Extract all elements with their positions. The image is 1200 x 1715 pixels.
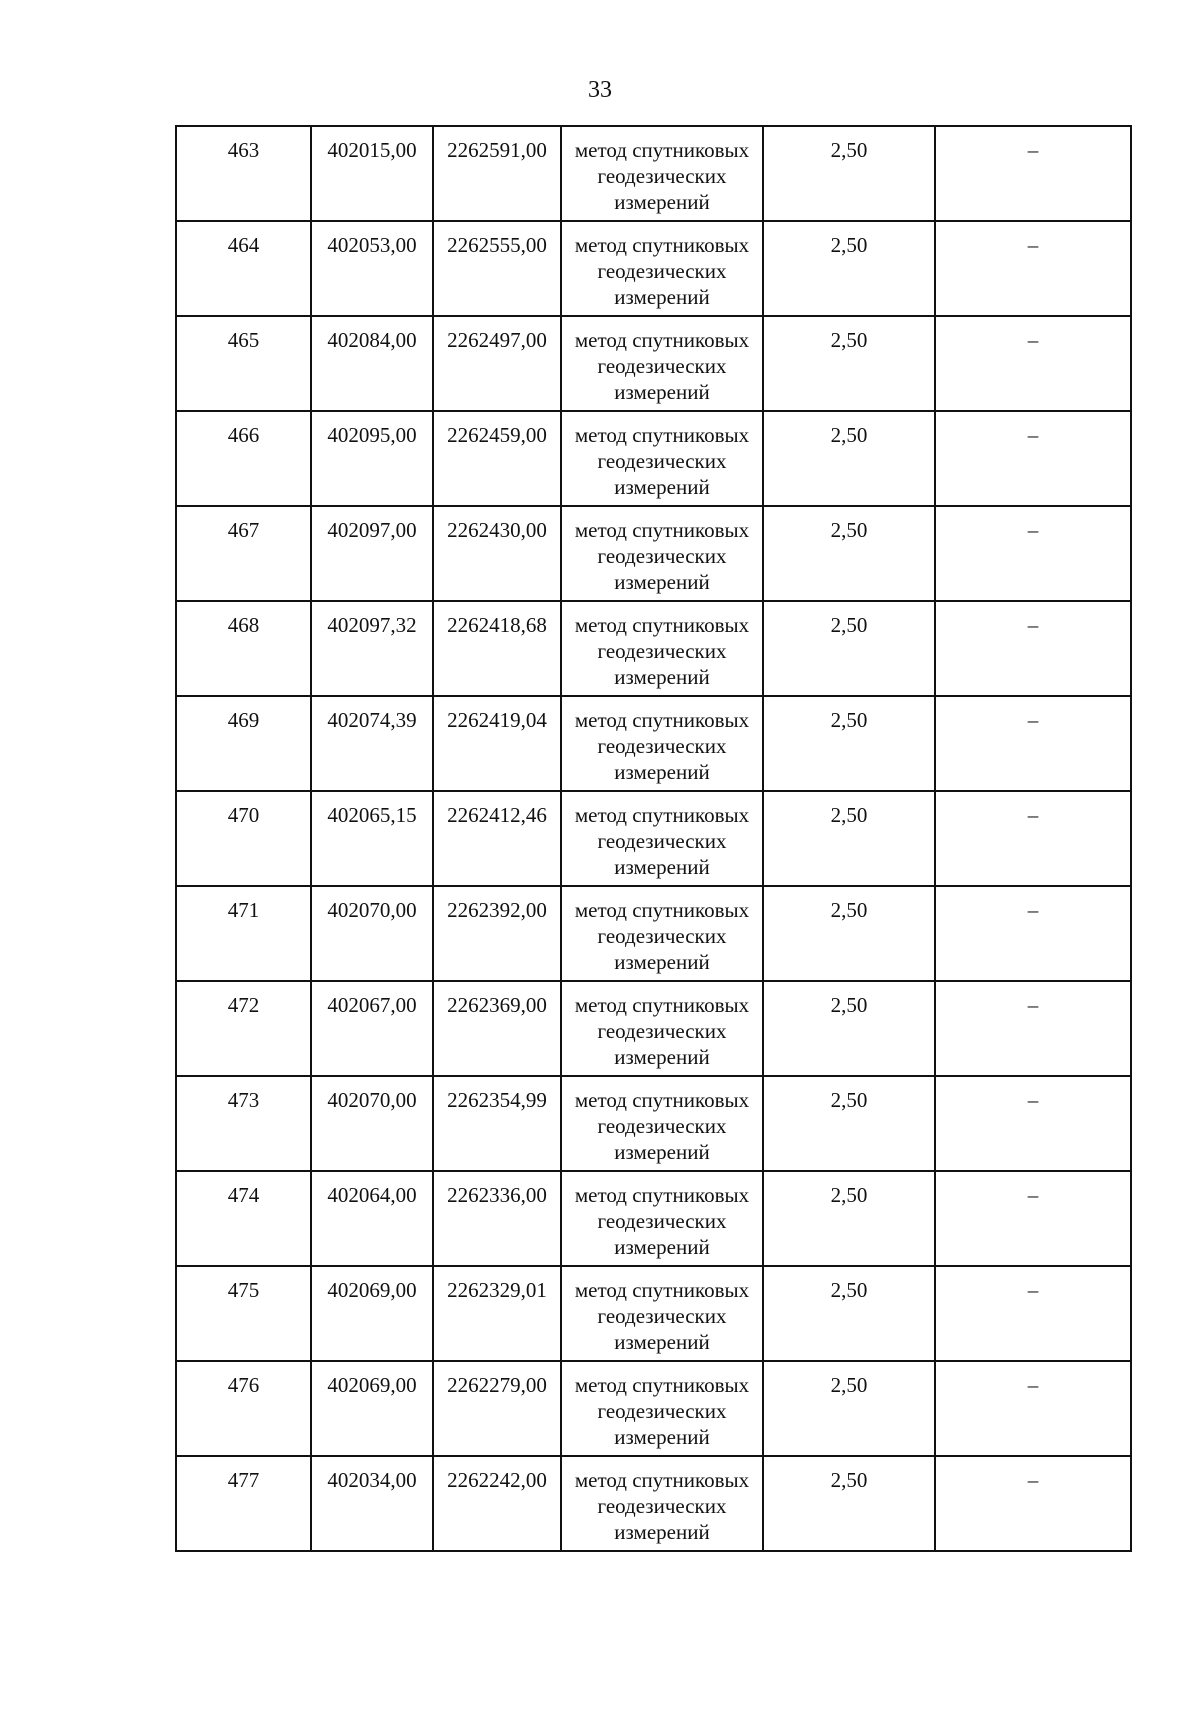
method-cell: метод спутниковых геодезических измерений: [561, 1361, 763, 1456]
note-cell: –: [935, 981, 1131, 1076]
method-cell: метод спутниковых геодезических измерений: [561, 981, 763, 1076]
table-row: [176, 981, 1131, 1076]
point-number-cell: 463: [176, 126, 311, 221]
table-row: [176, 1076, 1131, 1171]
point-number-cell: 471: [176, 886, 311, 981]
y-coordinate-cell: 2262591,00: [433, 126, 561, 221]
table-row: [176, 221, 1131, 316]
note-cell: –: [935, 1266, 1131, 1361]
method-cell: метод спутниковых геодезических измерений: [561, 696, 763, 791]
note-cell: –: [935, 316, 1131, 411]
note-cell: –: [935, 506, 1131, 601]
point-number-cell: 468: [176, 601, 311, 696]
accuracy-cell: 2,50: [763, 696, 935, 791]
point-number-cell: 469: [176, 696, 311, 791]
y-coordinate-cell: 2262392,00: [433, 886, 561, 981]
point-number-cell: 474: [176, 1171, 311, 1266]
method-cell: метод спутниковых геодезических измерений: [561, 1456, 763, 1551]
table-row: [176, 316, 1131, 411]
y-coordinate-cell: 2262497,00: [433, 316, 561, 411]
note-cell: –: [935, 411, 1131, 506]
point-number-cell: 467: [176, 506, 311, 601]
method-cell: метод спутниковых геодезических измерений: [561, 411, 763, 506]
table-row: [176, 601, 1131, 696]
y-coordinate-cell: 2262354,99: [433, 1076, 561, 1171]
accuracy-cell: 2,50: [763, 316, 935, 411]
x-coordinate-cell: 402015,00: [311, 126, 433, 221]
method-cell: метод спутниковых геодезических измерений: [561, 1266, 763, 1361]
y-coordinate-cell: 2262459,00: [433, 411, 561, 506]
y-coordinate-cell: 2262369,00: [433, 981, 561, 1076]
note-cell: –: [935, 221, 1131, 316]
note-cell: –: [935, 791, 1131, 886]
y-coordinate-cell: 2262555,00: [433, 221, 561, 316]
accuracy-cell: 2,50: [763, 1361, 935, 1456]
y-coordinate-cell: 2262412,46: [433, 791, 561, 886]
table-row: [176, 1361, 1131, 1456]
accuracy-cell: 2,50: [763, 506, 935, 601]
x-coordinate-cell: 402053,00: [311, 221, 433, 316]
x-coordinate-cell: 402069,00: [311, 1266, 433, 1361]
note-cell: –: [935, 1456, 1131, 1551]
y-coordinate-cell: 2262430,00: [433, 506, 561, 601]
y-coordinate-cell: 2262242,00: [433, 1456, 561, 1551]
note-cell: –: [935, 126, 1131, 221]
accuracy-cell: 2,50: [763, 411, 935, 506]
x-coordinate-cell: 402084,00: [311, 316, 433, 411]
accuracy-cell: 2,50: [763, 1076, 935, 1171]
x-coordinate-cell: 402067,00: [311, 981, 433, 1076]
x-coordinate-cell: 402097,00: [311, 506, 433, 601]
point-number-cell: 476: [176, 1361, 311, 1456]
y-coordinate-cell: 2262329,01: [433, 1266, 561, 1361]
accuracy-cell: 2,50: [763, 1456, 935, 1551]
method-cell: метод спутниковых геодезических измерений: [561, 316, 763, 411]
point-number-cell: 466: [176, 411, 311, 506]
point-number-cell: 475: [176, 1266, 311, 1361]
coordinates-table-body: [176, 126, 1131, 1551]
method-cell: метод спутниковых геодезических измерений: [561, 1076, 763, 1171]
x-coordinate-cell: 402070,00: [311, 1076, 433, 1171]
x-coordinate-cell: 402070,00: [311, 886, 433, 981]
page-number: 33: [588, 77, 612, 103]
accuracy-cell: 2,50: [763, 791, 935, 886]
table-row: [176, 1171, 1131, 1266]
table-row: [176, 1266, 1131, 1361]
x-coordinate-cell: 402069,00: [311, 1361, 433, 1456]
y-coordinate-cell: 2262279,00: [433, 1361, 561, 1456]
method-cell: метод спутниковых геодезических измерений: [561, 791, 763, 886]
point-number-cell: 464: [176, 221, 311, 316]
table-row: [176, 1456, 1131, 1551]
accuracy-cell: 2,50: [763, 981, 935, 1076]
point-number-cell: 477: [176, 1456, 311, 1551]
table-row: [176, 126, 1131, 221]
x-coordinate-cell: 402074,39: [311, 696, 433, 791]
method-cell: метод спутниковых геодезических измерений: [561, 1171, 763, 1266]
point-number-cell: 472: [176, 981, 311, 1076]
table-row: [176, 411, 1131, 506]
accuracy-cell: 2,50: [763, 1171, 935, 1266]
x-coordinate-cell: 402095,00: [311, 411, 433, 506]
note-cell: –: [935, 1171, 1131, 1266]
point-number-cell: 470: [176, 791, 311, 886]
table-row: [176, 506, 1131, 601]
y-coordinate-cell: 2262419,04: [433, 696, 561, 791]
point-number-cell: 473: [176, 1076, 311, 1171]
note-cell: –: [935, 1361, 1131, 1456]
y-coordinate-cell: 2262336,00: [433, 1171, 561, 1266]
note-cell: –: [935, 696, 1131, 791]
accuracy-cell: 2,50: [763, 1266, 935, 1361]
coordinates-table: [175, 125, 1132, 1552]
x-coordinate-cell: 402097,32: [311, 601, 433, 696]
table-row: [176, 886, 1131, 981]
accuracy-cell: 2,50: [763, 221, 935, 316]
x-coordinate-cell: 402034,00: [311, 1456, 433, 1551]
y-coordinate-cell: 2262418,68: [433, 601, 561, 696]
method-cell: метод спутниковых геодезических измерений: [561, 126, 763, 221]
note-cell: –: [935, 886, 1131, 981]
method-cell: метод спутниковых геодезических измерений: [561, 886, 763, 981]
point-number-cell: 465: [176, 316, 311, 411]
table-row: [176, 791, 1131, 886]
table-row: [176, 696, 1131, 791]
note-cell: –: [935, 1076, 1131, 1171]
accuracy-cell: 2,50: [763, 126, 935, 221]
method-cell: метод спутниковых геодезических измерений: [561, 506, 763, 601]
x-coordinate-cell: 402065,15: [311, 791, 433, 886]
accuracy-cell: 2,50: [763, 601, 935, 696]
accuracy-cell: 2,50: [763, 886, 935, 981]
x-coordinate-cell: 402064,00: [311, 1171, 433, 1266]
note-cell: –: [935, 601, 1131, 696]
method-cell: метод спутниковых геодезических измерений: [561, 221, 763, 316]
method-cell: метод спутниковых геодезических измерений: [561, 601, 763, 696]
